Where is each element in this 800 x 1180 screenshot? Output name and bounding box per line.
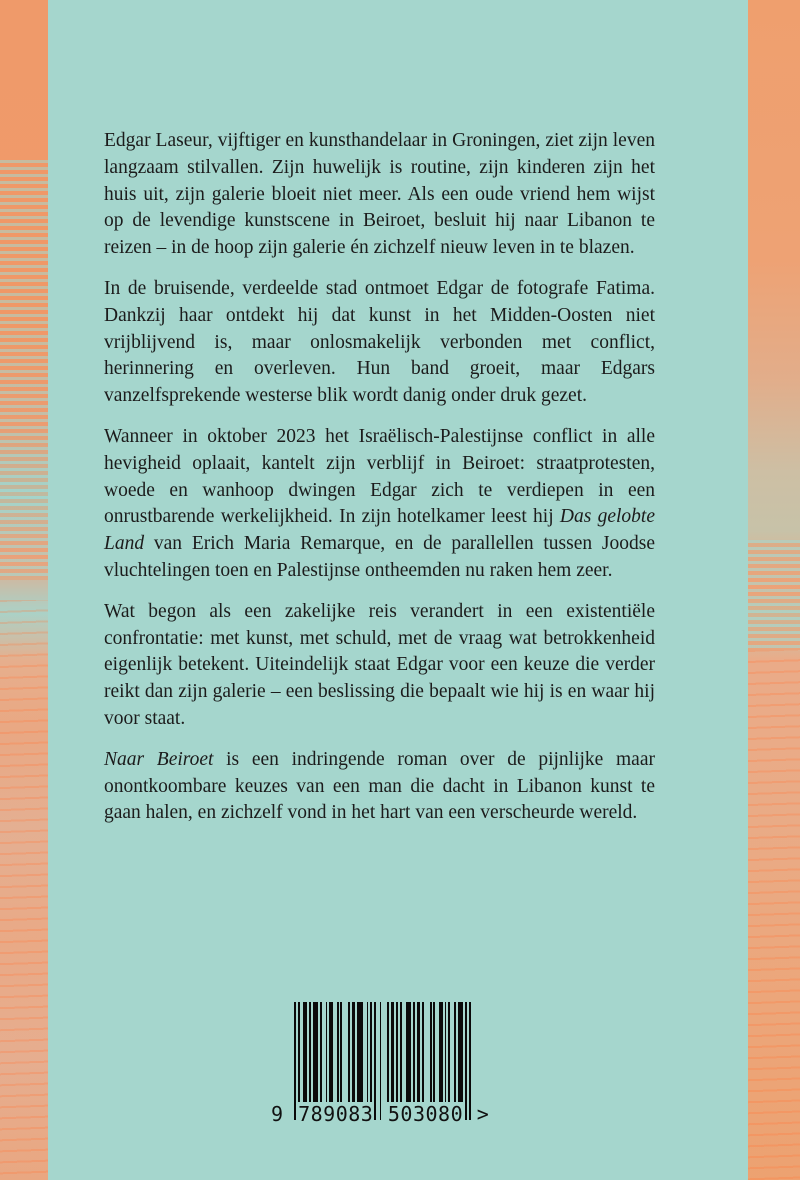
building-texture <box>748 540 800 650</box>
building-texture <box>0 160 48 580</box>
blurb-paragraph-1: Edgar Laseur, vijftiger en kunsthandelaar in Groningen, ziet zijn leven langzaam stilvallen. Zijn huwelijk is routine, zijn kinderen zijn het huis uit, zijn galerie bloeit niet meer. Als een oude vriend hem wijst op de levendige kunstscene in Beiroet, besluit hij naar Libanon te reizen – in de hoop zijn galerie én zichzelf nieuw leven in te blazen. <box>104 130 655 259</box>
isbn-number <box>270 1102 510 1126</box>
water-texture <box>748 650 800 1180</box>
back-cover-blurb <box>104 128 655 841</box>
blurb-paragraph-4: Wat begon als een zakelijke reis verandert in een existentiële confrontatie: met kunst, met schuld, met de vraag wat betrokkenheid eigenlijk betekent. Uiteindelijk staat Edgar voor een keuze die verder reikt dan zijn galerie – een beslissing die bepaalt wie hij is en waar hij voor staat. <box>104 600 655 729</box>
isbn-group-1: 789083 <box>298 1102 374 1126</box>
blurb-paragraph-5 <box>104 747 655 827</box>
book-title: Naar Beiroet <box>104 748 214 770</box>
quiet-zone-marker: > <box>476 1102 490 1126</box>
isbn-prefix: 9 <box>271 1102 284 1126</box>
paragraph-text: van Erich Maria Remarque, en de parallellen tussen Joodse vluchtelingen toen en Palestijnse ontheemden nu raken hem zeer. <box>104 533 655 581</box>
left-cover-image-strip <box>0 0 48 1180</box>
blurb-paragraph-3 <box>104 424 655 585</box>
book-title-reference: Das gelobte Land <box>104 506 656 555</box>
isbn-group-2: 503080 <box>387 1102 464 1126</box>
right-cover-image-strip <box>748 0 800 1180</box>
blurb-paragraph-2: In de bruisende, verdeelde stad ontmoet Edgar de fotografe Fatima. Dankzij haar ontdekt hij dat kunst in het Midden-Oosten niet vrijblijvend is, maar onlosmakelijk verbonden met conflict, herinnering en overleven. Hun band groeit, maar Edgars vanzelfsprekende westerse blik wordt danig onder druk gezet. <box>104 277 655 407</box>
paragraph-text: is een indringende roman over de pijnlijke maar onontkoombare keuzes van een man die dacht in Libanon kunst te gaan halen, en zichzelf vond in het hart van een verscheurde wereld. <box>104 748 655 824</box>
isbn-barcode <box>271 1002 490 1127</box>
paragraph-text: Wanneer in oktober 2023 het Israëlisch-Palestijnse conflict in alle hevigheid oplaait, kantelt zijn verblijf in Beiroet: straatprotesten, woede en wanhoop dwingen Edgar zich te verdiepen in een onrustbarende werkelijkheid. In zijn hotelkamer leest hij <box>104 425 655 528</box>
water-texture <box>0 600 48 1180</box>
